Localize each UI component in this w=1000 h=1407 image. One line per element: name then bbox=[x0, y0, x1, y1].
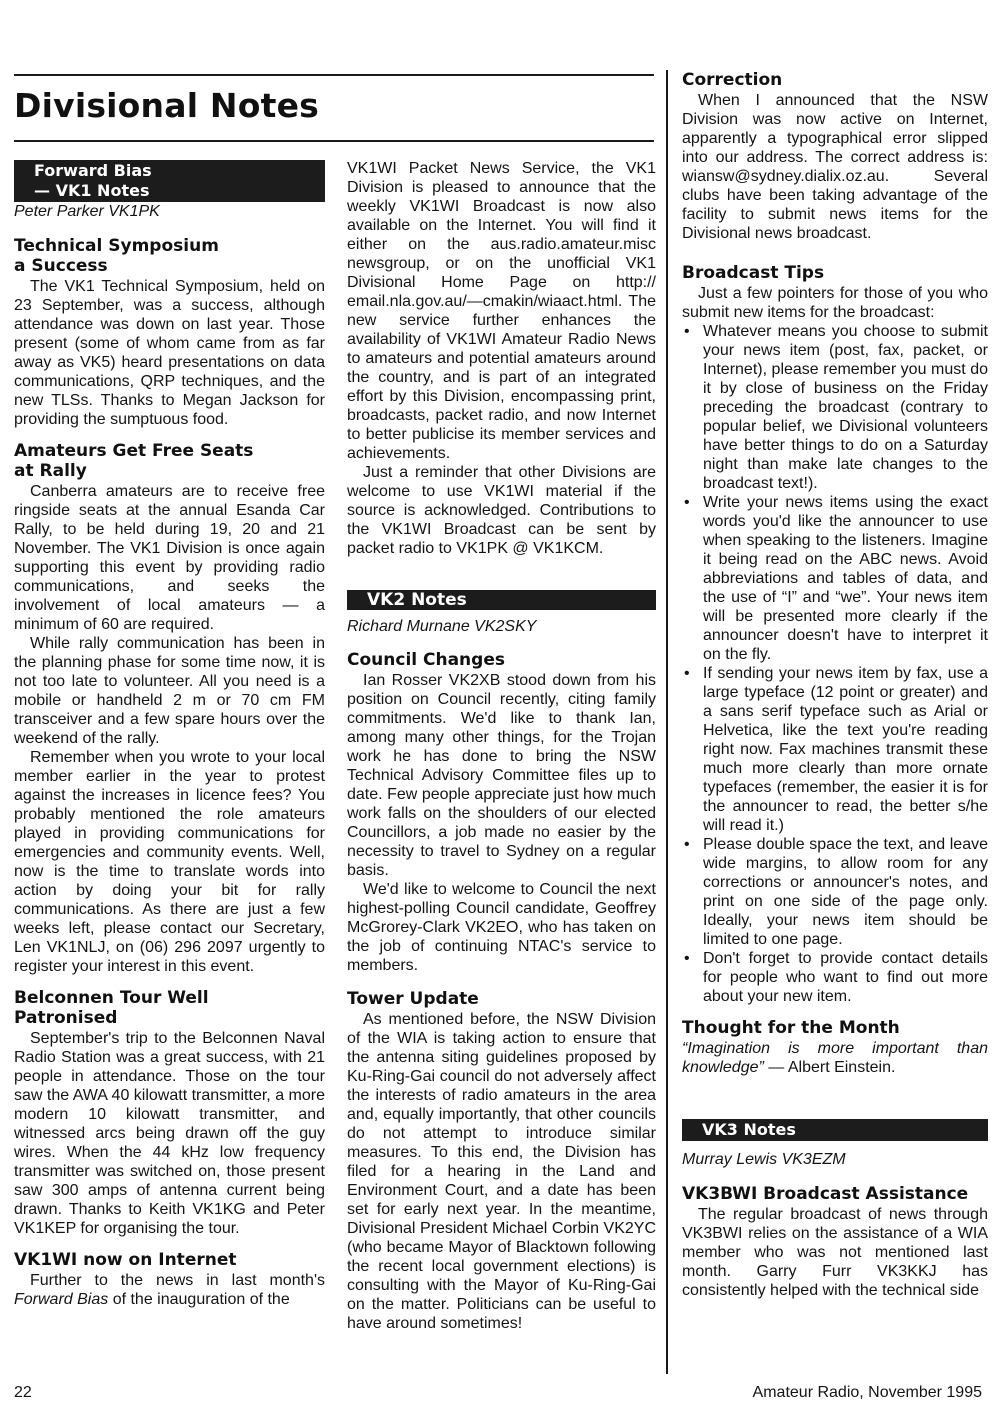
paragraph: Ian Rosser VK2XB stood down from his position on Council recently, citing family commitments. We'd like to thank Ian, among many other things, for the Trojan work he has done to bring the NSW Technical Advisory Committee files up to date. Few people appreciate just how much work falls on the shoulders of our elected Councillors, a job made no easier by the necessity to travel to Sydney on a regular basis. bbox=[347, 672, 656, 879]
paragraph: As mentioned before, the NSW Division of the WIA is taking action to ensure that the antenna siting guidelines proposed by Ku-Ring-Gai council do not adversely affect the interests of radio amateurs in the area and, equally importantly, that other councils do not attempt to introduce similar measures. To this end, the Division has filed for a hearing in the Land and Environment Court, and a date has been set for early next year. In the meantime, Divisional President Michael Corbin VK2YC (who became Mayor of Blacktown following the recent local government elections) is consulting with the Mayor of Ku-Ring-Gai on the matter. Politicians can be useful to have around sometimes! bbox=[347, 1011, 656, 1332]
quote-attribution: — Albert Einstein. bbox=[763, 1059, 896, 1076]
heading-vk3bwi-broadcast: VK3BWI Broadcast Assistance bbox=[682, 1184, 969, 1204]
paragraph-text: Further to the news in last month's bbox=[30, 1272, 325, 1289]
section-banner-vk2: VK2 Notes bbox=[347, 590, 656, 610]
heading-technical-symposium: Technical Symposium a Success bbox=[14, 236, 219, 276]
broadcast-tips-list bbox=[682, 322, 988, 1006]
section-banner-vk3: VK3 Notes bbox=[682, 1119, 988, 1141]
paragraph: Just a few pointers for those of you who submit new items for the broadcast: bbox=[682, 285, 988, 321]
publication-name: Forward Bias bbox=[14, 1291, 109, 1308]
paragraph: Remember when you wrote to your local member earlier in the year to protest against the increases in licence fees? You probably mentioned the role amateurs played in providing communications for emergencies and community events. Well, now is the time to translate words into action by doing your bit for rally communications. As there are just a few weeks left, please contact our Secretary, Len VK1NLJ, on (06) 296 2097 urgently to register your interest in this event. bbox=[14, 749, 325, 975]
list-item: • Please double space the text, and leave wide margins, to allow room for any corrections or announcer's notes, and print on one side of the page only. Ideally, your news item should be limited to one page. bbox=[682, 835, 988, 949]
quote-text: “Imagination is more important than knowledge” bbox=[682, 1040, 988, 1076]
page-number: 22 bbox=[14, 1384, 32, 1401]
list-item: • If sending your news item by fax, use a large typeface (12 point or greater) and a sans serif typeface such as Arial or Helvetica, like the text you're reading right now. Fax machines transmit these much more clearly than more ornate typefaces (remember, the easier it is for the announcer to read, the better s/he will read it.) bbox=[682, 664, 988, 835]
paragraph: Canberra amateurs are to receive free ringside seats at the annual Esanda Car Rally, to be held during 19, 20 and 21 November. The VK1 Division is once again supporting this event by providing radio communications, and seeks the involvement of local amateurs — a minimum of 60 are required. bbox=[14, 483, 325, 633]
quote bbox=[682, 1039, 988, 1077]
paragraph: We'd like to welcome to Council the next highest-polling Council candidate, Geoffrey McGrorey-Clark VK2EO, who has taken on the job of continuing NTAC's service to members. bbox=[347, 881, 656, 974]
paragraph: September's trip to the Belconnen Naval Radio Station was a great success, with 21 people in attendance. Those on the tour saw the AWA 40 kilowatt transmitter, a more modern 10 kilowatt transmitter, and witnessed arcs being drawn off the guy wires. When the 44 kHz low frequency transmitter was switched on, those present saw 300 amps of antenna current being drawn. Thanks to Keith VK1KG and Peter VK1KEP for organising the tour. bbox=[14, 1030, 325, 1237]
paragraph: When I announced that the NSW Division was now active on Internet, apparently a typographical error slipped into our address. The correct address is: wiansw@sydney.dialix.oz.au. Several clubs have been taking advantage of the facility to submit news items for the Divisional news broadcast. bbox=[682, 92, 988, 242]
list-item: • Whatever means you choose to submit your news item (post, fax, packet, or Internet), please remember you must do it by close of business on the Friday preceding the broadcast (contrary to popular belief, we Divisional volunteers have better things to do on a Saturday night than make late changes to the broadcast text!). bbox=[682, 322, 988, 493]
page-title: Divisional Notes bbox=[14, 86, 320, 125]
byline-vk2: Richard Murnane VK2SKY bbox=[347, 618, 537, 635]
column-3 bbox=[682, 70, 988, 1300]
column-2 bbox=[347, 159, 656, 1333]
section-banner-vk1: Forward Bias — VK1 Notes bbox=[14, 160, 325, 202]
column-divider bbox=[666, 70, 668, 1374]
heading-free-seats: Amateurs Get Free Seats at Rally bbox=[14, 441, 254, 481]
heading-council-changes: Council Changes bbox=[347, 650, 505, 670]
heading-thought-for-month: Thought for the Month bbox=[682, 1018, 900, 1038]
list-item: • Write your news items using the exact words you'd like the announcer to use when speaking to the listeners. Imagine it being read on the ABC news. Avoid abbreviations and tables of data, and the use of “I” and “we”. Your news item will be presented more clearly if the announcer doesn't have to interpret it on the fly. bbox=[682, 493, 988, 664]
paragraph: The VK1 Technical Symposium, held on 23 September, was a success, although attendance was down on last year. Those present (some of whom came from as far away as VK5) heard presentations on data communications, QRP techniques, and the new TLSs. Thanks to Megan Jackson for providing the sumptuous food. bbox=[14, 278, 325, 428]
paragraph: While rally communication has been in the planning phase for some time now, it is not too late to volunteer. All you need is a mobile or handheld 2 m or 70 cm FM transceiver and a few spare hours over the weekend of the rally. bbox=[14, 635, 325, 747]
byline-vk1: Peter Parker VK1PK bbox=[14, 203, 160, 220]
heading-vk1wi-internet: VK1WI now on Internet bbox=[14, 1250, 237, 1270]
list-item: • Don't forget to provide contact details for people who want to find out more about your new item. bbox=[682, 949, 988, 1006]
heading-correction: Correction bbox=[682, 70, 783, 90]
heading-tower-update: Tower Update bbox=[347, 989, 479, 1009]
publication-footer: Amateur Radio, November 1995 bbox=[752, 1384, 982, 1401]
byline-vk3: Murray Lewis VK3EZM bbox=[682, 1151, 846, 1168]
heading-belconnen-tour: Belconnen Tour Well Patronised bbox=[14, 988, 209, 1028]
paragraph: Just a reminder that other Divisions are welcome to use VK1WI material if the source is acknowledged. Contributions to the VK1WI Broadcast can be sent by packet radio to VK1PK @ VK1KCM. bbox=[347, 464, 656, 557]
paragraph bbox=[14, 1271, 325, 1309]
paragraph-text: of the inauguration of the bbox=[108, 1291, 290, 1308]
header-rule bbox=[14, 74, 654, 76]
paragraph: The regular broadcast of news through VK3BWI relies on the assistance of a WIA member who was not mentioned last month. Garry Furr VK3KKJ has consistently helped with the technical side bbox=[682, 1206, 988, 1299]
column-1 bbox=[14, 160, 325, 1309]
title-rule bbox=[14, 140, 654, 142]
heading-broadcast-tips: Broadcast Tips bbox=[682, 263, 825, 283]
paragraph: VK1WI Packet News Service, the VK1 Division is pleased to announce that the weekly VK1WI Broadcast is now also available on the Internet. You will find it either on the aus.radio.amateur.misc newsgroup, or on the unofficial VK1 Divisional Home Page on http:// email.nla.gov.au/—cmakin/wiaact.html. The new service further enhances the availability of VK1WI Amateur Radio News to amateurs and potential amateurs around the country, and is part of an integrated effort by this Division, encompassing print, broadcasts, packet radio, and now Internet to better publicise its member services and achievements. bbox=[347, 160, 656, 462]
